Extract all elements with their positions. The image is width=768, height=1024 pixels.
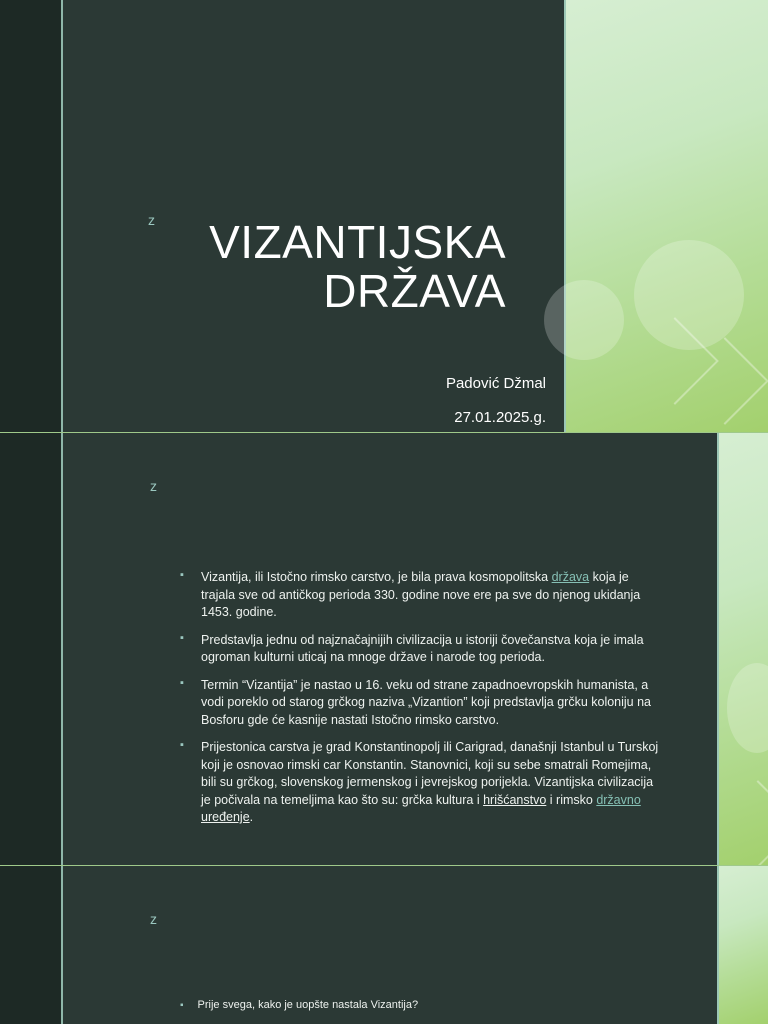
list-item: ▪ Termin “Vizantija” je nastao u 16. veku od strane zapadnoevropskih humanista, a vodi poreklo od starog grčkog naziva „Vizantion” koji predstavlja grčku koloniju na Bosforu gde će kasnije nastati Istočno rimsko carstvo. bbox=[180, 676, 652, 727]
title-line-2: DRŽAVA bbox=[323, 265, 506, 317]
author-name: Padović Džmal bbox=[445, 375, 546, 392]
slide-marker: z bbox=[148, 212, 155, 228]
bullet-icon: ▪ bbox=[180, 569, 184, 581]
presentation-title bbox=[209, 218, 506, 316]
list-item: ▪ Predstavlja jednu od najznačajnijih civilizacija u istoriji čovečanstva koja je imala ogroman kulturni uticaj na mnoge države i narode tog perioda. bbox=[180, 631, 644, 664]
left-strip bbox=[0, 0, 61, 432]
content-slide bbox=[0, 433, 768, 865]
slide-marker: z bbox=[150, 478, 157, 494]
question-slide bbox=[0, 866, 768, 1024]
left-strip bbox=[0, 866, 61, 1024]
list-item: ▪ Prijestonica carstva je grad Konstantinopolj ili Carigrad, današnji Istanbul u Turskoj koji je osnovao rimski car Konstantin. Stanovnici, koji su sebe smatrali Romejima, bili su grčkog, slovenskog jermenskog i jevrejskog porijekla. Vizantijska civilizacija je počivala na temeljima kao što su: grčka kultura i hrišćanstvo i rimsko državno uređenje. bbox=[180, 739, 659, 824]
link-drzavno[interactable]: državno bbox=[596, 792, 641, 807]
slide-marker: z bbox=[150, 911, 157, 927]
bullet-text: Prije svega, kako je uopšte nastala Vizantija? bbox=[197, 999, 419, 1011]
left-strip bbox=[0, 433, 61, 865]
title-slide bbox=[0, 0, 768, 432]
bullet-icon: ▪ bbox=[180, 631, 184, 644]
bullet-icon: ▪ bbox=[180, 676, 184, 689]
green-decor-panel bbox=[717, 866, 768, 1024]
bullet-icon: ▪ bbox=[180, 1000, 184, 1011]
bullet-list bbox=[180, 569, 660, 837]
title-line-1: VIZANTIJSKA bbox=[209, 216, 506, 268]
link-uredjenje[interactable]: uređenje bbox=[201, 810, 250, 824]
list-item: ▪ Vizantija, ili Istočno rimsko carstvo, je bila prava kosmopolitska država koja je trajala sve od antičkog perioda 330. godine nove ere pa sve do njenog ukidanja 1453. godine. bbox=[180, 569, 641, 619]
link-drzava[interactable]: država bbox=[551, 570, 590, 584]
green-decor-panel bbox=[717, 433, 768, 865]
presentation-date: 27.01.2025.g. bbox=[454, 409, 546, 426]
link-hriscanstvo[interactable]: hrišćanstvo bbox=[483, 792, 547, 807]
green-decor-panel bbox=[564, 0, 768, 432]
list-item bbox=[180, 999, 418, 1011]
bullet-icon: ▪ bbox=[180, 739, 184, 751]
